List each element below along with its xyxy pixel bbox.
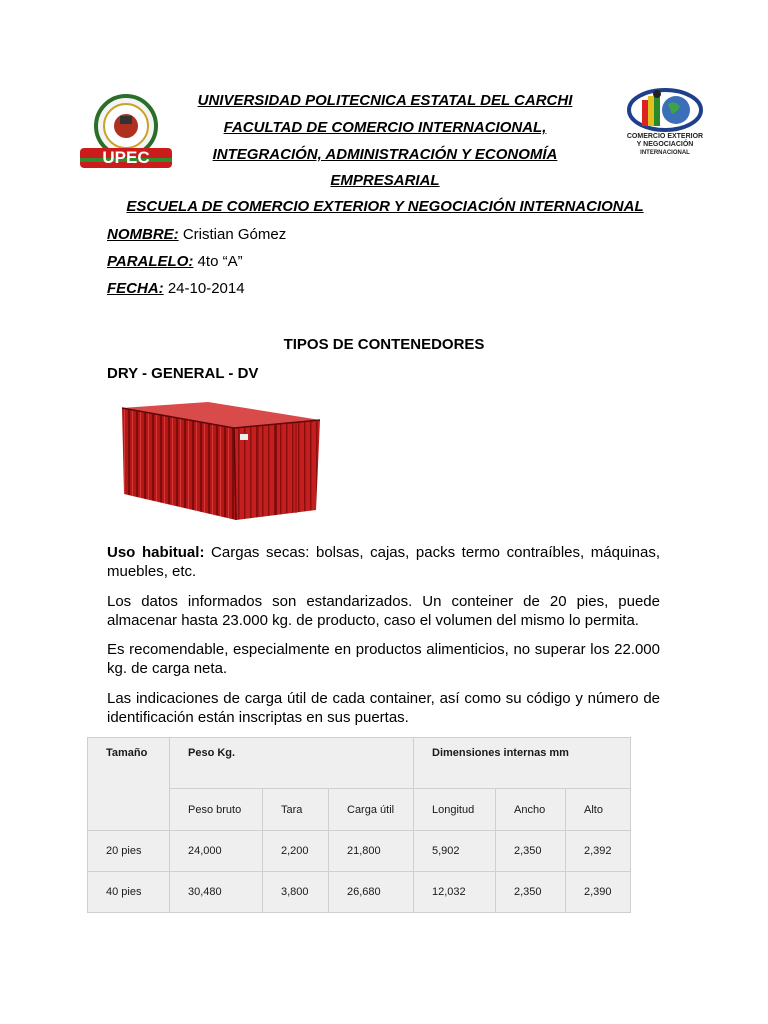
university-name: UNIVERSIDAD POLITECNICA ESTATAL DEL CARCHI (197, 92, 573, 109)
date-row (107, 280, 245, 297)
subheader-length: Longitud (414, 789, 496, 831)
svg-text:INTERNACIONAL: INTERNACIONAL (640, 150, 690, 156)
cell-size: 40 pies (88, 872, 170, 913)
usage-paragraph (107, 543, 660, 581)
container-specs-table (87, 737, 631, 913)
subheader-height: Alto (566, 789, 631, 831)
cell-gross: 24,000 (170, 831, 263, 872)
header-dimensions: Dimensiones internas mm (414, 738, 631, 789)
subheader-payload: Carga útil (329, 789, 414, 831)
table-row (88, 872, 631, 913)
group-value: 4to “A” (193, 253, 243, 270)
cell-length: 5,902 (414, 831, 496, 872)
name-value: Cristian Gómez (178, 226, 287, 243)
cell-width: 2,350 (496, 872, 566, 913)
usage-text: Cargas secas: bolsas, cajas, packs termo contraíbles, máquinas, muebles, etc. (107, 544, 660, 580)
cell-tare: 2,200 (263, 831, 329, 872)
school-name: ESCUELA DE COMERCIO EXTERIOR Y NEGOCIACIÓN INTERNACIONAL (126, 198, 644, 215)
container-image (112, 398, 324, 524)
group-row (107, 253, 243, 270)
faculty-line-1: FACULTAD DE COMERCIO INTERNACIONAL, (223, 119, 547, 136)
student-name-row (107, 226, 286, 243)
upec-logo-text: UPEC (102, 148, 150, 167)
faculty-line-3: EMPRESARIAL (330, 172, 440, 189)
group-label: PARALELO: (107, 253, 194, 270)
cell-width: 2,350 (496, 831, 566, 872)
subheader-gross: Peso bruto (170, 789, 263, 831)
section-title: TIPOS DE CONTENEDORES (283, 336, 485, 353)
usage-label: Uso habitual: (107, 544, 205, 561)
cell-tare: 3,800 (263, 872, 329, 913)
header-weight: Peso Kg. (170, 738, 414, 789)
cell-size: 20 pies (88, 831, 170, 872)
table-row (88, 831, 631, 872)
date-label: FECHA: (107, 280, 164, 297)
svg-text:COMERCIO EXTERIOR: COMERCIO EXTERIOR (626, 133, 704, 140)
date-value: 24-10-2014 (163, 280, 245, 297)
cell-height: 2,390 (566, 872, 631, 913)
subheader-width: Ancho (496, 789, 566, 831)
cell-payload: 21,800 (329, 831, 414, 872)
svg-text:Y NEGOCIACIÓN: Y NEGOCIACIÓN (636, 141, 694, 148)
header-size: Tamaño (88, 738, 170, 831)
container-type-heading: DRY - GENERAL - DV (107, 365, 259, 382)
cell-length: 12,032 (414, 872, 496, 913)
faculty-line-2: INTEGRACIÓN, ADMINISTRACIÓN Y ECONOMÍA (212, 146, 558, 163)
cell-gross: 30,480 (170, 872, 263, 913)
cell-payload: 26,680 (329, 872, 414, 913)
table-subheader-row (88, 789, 631, 831)
table-header-row (88, 738, 631, 789)
paragraph-standard-data: Los datos informados son estandarizados. Un conteiner de 20 pies, puede almacenar hasta 23.000 kg. de producto, caso el volumen del mismo lo permita. (107, 593, 660, 629)
paragraph-recommendation: Es recomendable, especialmente en productos alimenticios, no superar los 22.000 kg. de carga neta. (107, 641, 660, 677)
subheader-tare: Tara (263, 789, 329, 831)
cell-height: 2,392 (566, 831, 631, 872)
name-label: NOMBRE: (107, 226, 179, 243)
paragraph-identification: Las indicaciones de carga útil de cada container, así como su código y número de identificación están inscriptas en sus puertas. (107, 690, 660, 726)
